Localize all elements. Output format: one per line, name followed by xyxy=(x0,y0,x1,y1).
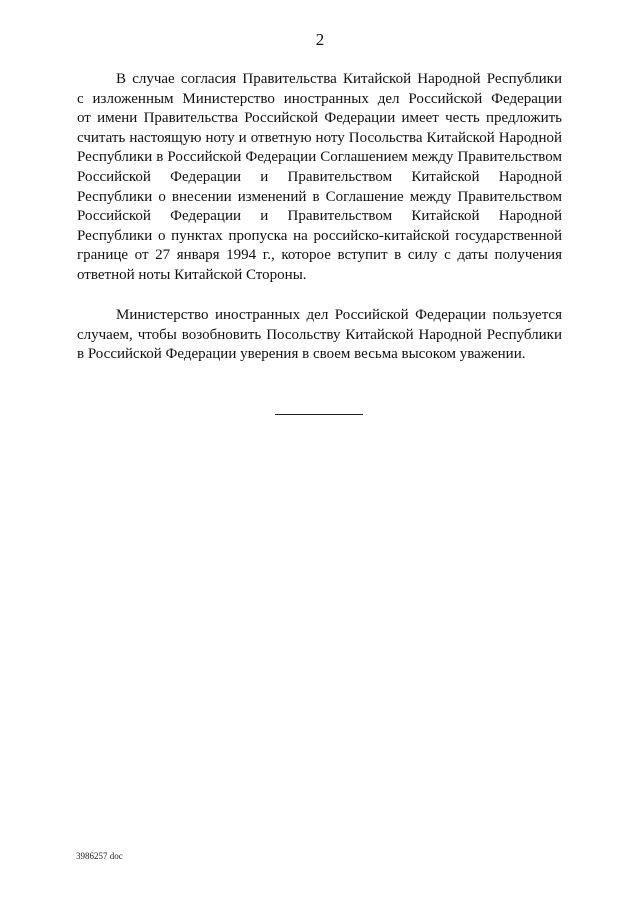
paragraph-line: Республики о внесении изменений в Соглашение между Правительством xyxy=(77,188,562,205)
paragraph-line: Российской Федерации и Правительством Китайской Народной xyxy=(77,208,562,225)
document-reference: 3986257 doc xyxy=(76,851,123,861)
paragraph-line: считать настоящую ноту и ответную ноту Посольства Китайской Народной xyxy=(77,129,562,146)
paragraph-proposal xyxy=(77,70,562,286)
paragraph-line: Республики о пунктах пропуска на российско-китайской государственной xyxy=(77,227,562,244)
paragraph-line: в Российской Федерации уверения в своем весьма высоком уважении. xyxy=(77,346,526,363)
paragraph-line: ответной ноты Китайской Стороны. xyxy=(77,266,307,283)
paragraph-line: случаем, чтобы возобновить Посольству Китайской Народной Республики xyxy=(77,326,562,343)
page-number: 2 xyxy=(315,30,325,49)
paragraph-line: В случае согласия Правительства Китайской Народной Республики xyxy=(116,71,562,87)
paragraph-line: Министерство иностранных дел Российской Федерации пользуется xyxy=(116,307,562,323)
paragraph-closing xyxy=(77,306,562,365)
separator-line xyxy=(275,414,363,415)
paragraph-line: от имени Правительства Российской Федерации имеет честь предложить xyxy=(77,110,562,127)
paragraph-line: с изложенным Министерство иностранных дел Российской Федерации xyxy=(77,90,562,107)
paragraph-line: Республики в Российской Федерации Соглашением между Правительством xyxy=(77,149,562,166)
paragraph-line: Российской Федерации и Правительством Китайской Народной xyxy=(77,168,562,185)
paragraph-line: границе от 27 января 1994 г., которое вступит в силу с даты получения xyxy=(77,247,562,264)
